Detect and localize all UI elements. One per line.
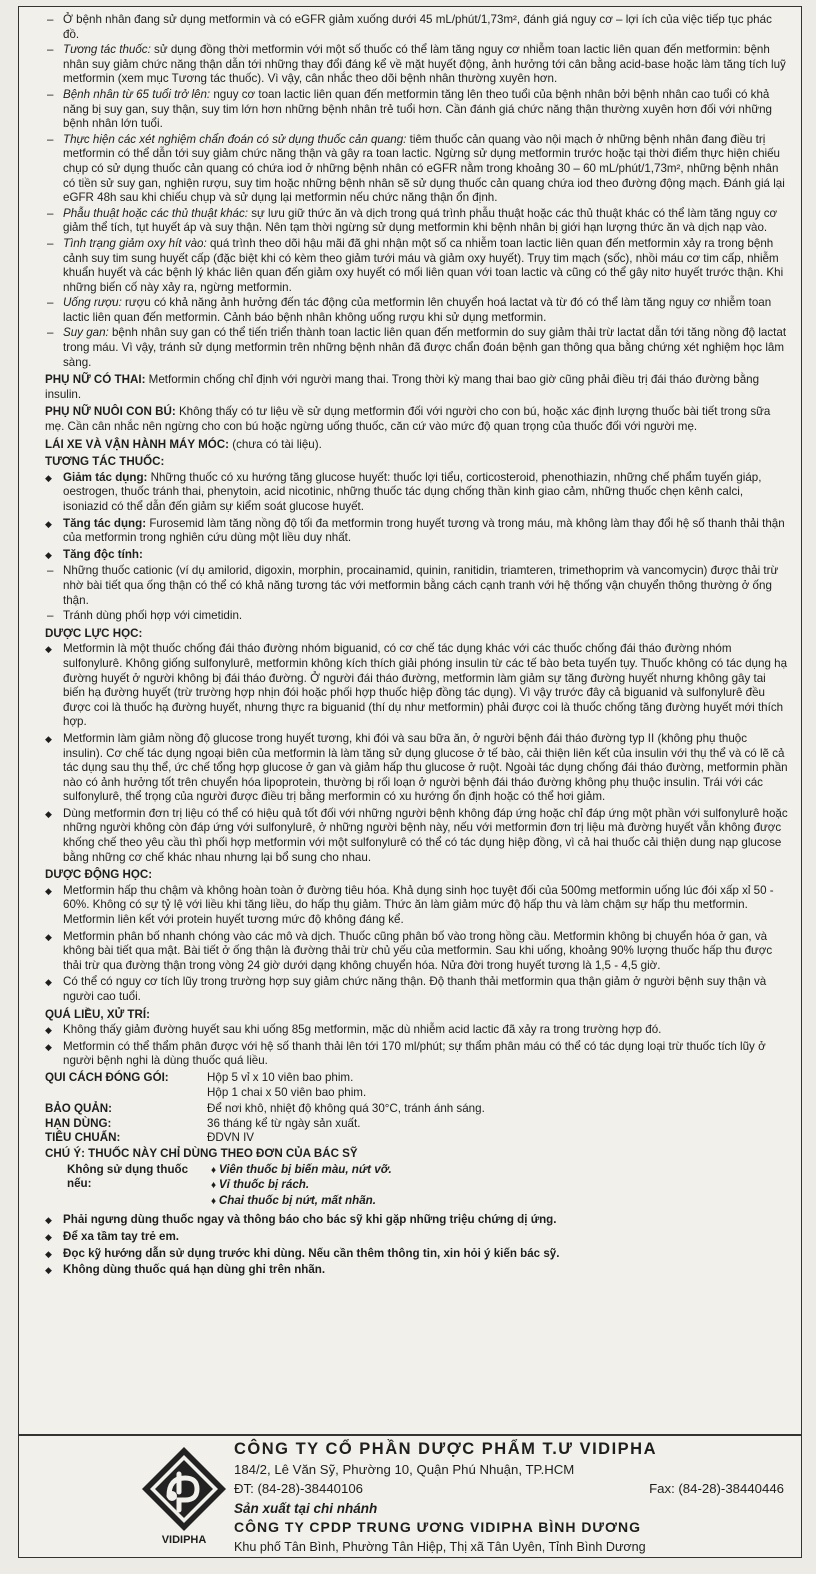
vidipha-logo-icon — [139, 1444, 229, 1534]
warning-item: ◆ Để xa tầm tay trẻ em. — [45, 1230, 789, 1245]
company-footer — [19, 1438, 801, 1558]
pharmacodynamics-item: ◆ Metformin là một thuốc chống đái tháo đường nhóm biguanid, có cơ chế tác dụng khác với các thuốc chống đái tháo đường nhóm sulfonylurê. Không giống sulfonylurê, metformin không kích thích giải phóng insulin từ các tế bào beta tuyến tụy. Thuốc không có tác dụng hạ đường huyết ở người không bị đái tháo đường. Ở người đái tháo đường, metformin làm giảm sự tăng đường huyết nhưng không gây tai biến hạ đường huyết (trừ trường hợp nhịn đói hoặc phối hợp thuốc hiệp đồng tác dụng). Vì vậy trước đây cả biguanid và sulfonylurê đều được coi là thuốc hạ đường huyết, nhưng thực ra biguanid (thí dụ như metformin) phải được coi là thuốc chống tăng đường huyết mới thích hợp. — [45, 642, 789, 730]
expiry-label: HẠN DÙNG: — [45, 1116, 112, 1130]
notice-heading: CHÚ Ý: THUỐC NÀY CHỈ DÙNG THEO ĐƠN CỦA BÁC SỸ — [45, 1146, 358, 1160]
pharmacodynamics-list — [45, 642, 789, 865]
pharmacokinetics-item: ◆ Metformin hấp thu chậm và không hoàn toàn ở đường tiêu hóa. Khả dụng sinh học tuyệt đối của 500mg metformin uống lúc đói xấp xỉ 50 - 60%. Không có sự tỷ lệ với liều khi tăng liều, do hấp thụ giảm. Thức ăn làm giảm mức độ hấp thu và làm chậm sự hấp thu metformin. Metformin liên kết với protein huyết tương mức độ không đáng kể. — [45, 884, 789, 928]
logo-label: VIDIPHA — [161, 1534, 207, 1546]
interaction-item: ◆ Tăng độc tính: — [45, 548, 789, 563]
pharmacodynamics-item: ◆ Dùng metformin đơn trị liệu có thể có hiệu quả tốt đối với những người bệnh không đáp ứng hoặc chỉ đáp ứng một phần với sulfonylurê hoặc những người không còn đáp ứng với sulfonylurê, ở những người bệnh này, nếu với metformin đơn trị liệu mà đường huyết vẫn không được khống chế theo yêu cầu thì phối hợp metformin với một sulfonylurê có thể có tác dụng hiệp đồng, vì cả hai thuốc cải thiện dung nạp glucose bằng những cơ chế khác nhau nhưng lại bổ sung cho nhau. — [45, 807, 789, 865]
toxicity-sub-item: – Tránh dùng phối hợp với cimetidin. — [45, 609, 789, 624]
standard-label: TIÊU CHUẨN: — [45, 1131, 121, 1145]
do-not-use-item: ♦ Chai thuốc bị nứt, mất nhãn. — [211, 1194, 392, 1210]
warning-item: ◆ Phải ngưng dùng thuốc ngay và thông báo cho bác sỹ khi gặp những triệu chứng dị ứng. — [45, 1213, 789, 1228]
interactions-list — [45, 471, 789, 624]
intro-item: – Thực hiện các xét nghiệm chẩn đoán có sử dụng thuốc cản quang: tiêm thuốc cản quang vào nội mạch ở những bệnh nhân đang điều trị metformin có thể dẫn tới suy giảm chức năng thận và gây ra toan lactic. Ngừng sử dụng metformin trước hoặc tại thời điểm thực hiện chiếu chụp có sử dụng thuốc cản quang có chứa iod ở những bệnh nhân có eGFR nằm trong khoảng 30 – 60 mL/phút/1,73m², những bệnh nhân có tiền sử suy gan, nghiện rượu, suy tim hoặc những bệnh nhân sẽ sử dụng thuốc cản quang chứa iod theo đường động mạch. Đánh giá lại eGFR 48h sau khi chiếu chụp và sử dụng lại metformin nếu chức năng thận ổn định. — [45, 133, 789, 206]
intro-item: – Bệnh nhân từ 65 tuổi trở lên: nguy cơ toan lactic liên quan đến metformin tăng lên theo tuổi của bệnh nhân bởi bệnh nhân cao tuổi có khả năng bị suy gan, suy thận, suy tim lớn hơn những bệnh nhân trẻ tuổi hơn. Cần đánh giá chức năng thận thường xuyên hơn đối với những bệnh nhân lớn tuổi. — [45, 88, 789, 132]
lactation-section: PHỤ NỮ NUÔI CON BÚ: Không thấy có tư liệu về sử dụng metformin đối với người cho con bú, hoặc xác định lượng thuốc bài tiết trong sữa mẹ. Cần cân nhắc nên ngừng cho con bú hoặc ngừng uống thuốc, căn cứ vào mức độ quan trọng của thuốc đối với người mẹ. — [45, 405, 771, 434]
packaging-label: QUI CÁCH ĐÓNG GÓI: — [45, 1070, 169, 1084]
intro-item: – Tình trạng giảm oxy hít vào: quá trình theo dõi hậu mãi đã ghi nhận một số ca nhiễm toan lactic liên quan đến metformin xảy ra trong bệnh cảnh suy tim sung huyết cấp (đặc biệt khi có kèm theo giảm tưới máu và giảm oxy huyết). Trụy tim mạch (sốc), nhồi máu cơ tim cấp, nhiễm khuẩn huyết và các bệnh lý khác liên quan đến giảm oxy huyết có mối liên quan với toan lactic và cũng có thể gây nitơ huyết trước thận. Khi những biến cố này xảy ra, ngừng metformin. — [45, 237, 789, 295]
company-info — [234, 1440, 794, 1557]
warning-list — [45, 1213, 789, 1277]
intro-item: – Tương tác thuốc: sử dụng đồng thời metformin với một số thuốc có thể làm tăng nguy cơ nhiễm toan lactic liên quan đến metformin: bệnh nhân suy giảm chức năng thận dẫn tới những thay đổi đáng kể về mặt huyết động, ảnh hưởng tới cân bằng acid-base hoặc làm tăng tích luỹ metformin (xem mục Tương tác thuốc). Vì vậy, cân nhắc theo dõi bệnh nhân thường xuyên hơn. — [45, 43, 789, 87]
pharmacodynamics-item: ◆ Metformin làm giảm nồng độ glucose trong huyết tương, khi đói và sau bữa ăn, ở người bệnh đái tháo đường typ II (không phụ thuộc insulin). Cơ chế tác dụng ngoại biên của metformin là làm tăng sử dụng glucose ở tế bào, cải thiện liên kết của insulin với thụ thể và có lẽ cả tác dụng sau thụ thể, ức chế tổng hợp glucose ở gan và giảm hấp thu glucose ở ruột. Ngoài tác dụng chống đái tháo đường, metformin phần nào có ảnh hưởng tốt trên chuyển hóa lipoprotein, thường bị rối loạn ở người bệnh đái tháo đường không phụ thuộc insulin. Trái với các sulfonylurê, thể trọng của người được điều trị bằng merformin có xu hướng ổn định hoặc có thể hơi giảm. — [45, 732, 789, 805]
company-address: 184/2, Lê Văn Sỹ, Phường 10, Quận Phú Nhuận, TP.HCM — [234, 1461, 575, 1477]
intro-item: – Uống rượu: rượu có khả năng ảnh hưởng đến tác động của metformin lên chuyển hoá lactat và từ đó có thể làm tăng nguy cơ nhiễm toan lactic liên quan đến metformin. Cảnh báo bệnh nhân không uống rượu khi sử dụng metformin. — [45, 296, 789, 325]
branch-name: CÔNG TY CPDP TRUNG ƯƠNG VIDIPHA BÌNH DƯƠNG — [234, 1519, 641, 1535]
company-contacts — [234, 1479, 794, 1499]
overdose-list — [45, 1023, 789, 1069]
leaflet-page — [18, 6, 802, 1558]
branch-address: Khu phố Tân Bình, Phường Tân Hiệp, Thị xã Tân Uyên, Tỉnh Bình Dương — [234, 1539, 646, 1554]
pregnancy-section: PHỤ NỮ CÓ THAI: Metformin chống chỉ định với người mang thai. Trong thời kỳ mang thai bao giờ cũng phải điều trị đái tháo đường bằng insulin. — [45, 373, 760, 401]
standard-row — [45, 1131, 789, 1146]
pharmacokinetics-item: ◆ Metformin phân bố nhanh chóng vào các mô và dịch. Thuốc cũng phân bố vào trong hồng cầu. Metformin không bị chuyển hóa ở gan, và không bài tiết qua mật. Bài tiết ở ống thận là đường thải trừ chủ yếu của metformin. Sau khi uống, khoảng 90% lượng thuốc hấp thu được thải trừ qua đường thận trong vòng 24 giờ dưới dạng không chuyển hóa. Nửa đời trong huyết tương là 1,5 - 4,5 giờ. — [45, 930, 789, 974]
pharmacokinetics-item: ◆ Có thể có nguy cơ tích lũy trong trường hợp suy giảm chức năng thận. Độ thanh thải metformin qua thận giảm ở người bệnh suy thận và người cao tuổi. — [45, 975, 789, 1004]
overdose-heading: QUÁ LIỀU, XỬ TRÍ: — [45, 1007, 150, 1021]
leaflet-content — [19, 7, 801, 1278]
driving-section: LÁI XE VÀ VẬN HÀNH MÁY MÓC: (chưa có tài liệu). — [45, 437, 322, 451]
warning-item: ◆ Đọc kỹ hướng dẫn sử dụng trước khi dùng. Nếu cần thêm thông tin, xin hỏi ý kiến bác sỹ. — [45, 1247, 789, 1262]
intro-item: – Phẫu thuật hoặc các thủ thuật khác: sự lưu giữ thức ăn và dịch trong quá trình phẫu thuật hoặc các thủ thuật khác có thể làm tăng nguy cơ giảm thể tích, tụt huyết áp và suy thận. Nên tạm thời ngừng sử dụng metformin khi bệnh nhân bị giới hạn lượng thức ăn và dịch nạp vào. — [45, 207, 789, 236]
do-not-use-label: Không sử dụng thuốc nếu: — [67, 1162, 189, 1191]
storage-label: BẢO QUẢN: — [45, 1102, 112, 1116]
company-fax: Fax: (84-28)-38440446 — [649, 1481, 784, 1496]
packaging-line: Hộp 1 chai x 50 viên bao phim. — [207, 1085, 367, 1099]
footer-divider — [19, 1434, 801, 1436]
interactions-heading: TƯƠNG TÁC THUỐC: — [45, 455, 165, 469]
company-phone: ĐT: (84-28)-38440106 — [234, 1481, 364, 1496]
do-not-use-block — [45, 1163, 789, 1210]
expiry-value: 36 tháng kể từ ngày sản xuất. — [207, 1116, 361, 1130]
intro-list — [45, 13, 789, 370]
intro-item: – Suy gan: bệnh nhân suy gan có thể tiến triển thành toan lactic liên quan đến metformin do suy giảm thải trừ lactat dẫn tới tăng nồng độ lactat trong máu. Vì vậy, tránh sử dụng metformin trên những bệnh nhân đã được chẩn đoán bệnh gan thông qua bằng chứng xét nghiệm học lâm sàng. — [45, 326, 789, 370]
intro-item: – Ở bệnh nhân đang sử dụng metformin và có eGFR giảm xuống dưới 45 mL/phút/1,73m², đánh giá nguy cơ – lợi ích của việc tiếp tục phác đồ. — [45, 13, 789, 42]
do-not-use-item: ♦ Vỉ thuốc bị rách. — [211, 1178, 392, 1194]
interaction-item: ◆ Giảm tác dụng: Những thuốc có xu hướng tăng glucose huyết: thuốc lợi tiểu, corticosteroid, phenothiazin, những chế phẩm tuyến giáp, oestrogen, thuốc tránh thai, phenytoin, acid nicotinic, những thuốc tác dụng chống thần kinh giao cảm, những thuốc chẹn kênh calci, isoniazid có thể dẫn đến giảm sự kiểm soát glucose huyết. — [45, 471, 789, 515]
do-not-use-item: ♦ Viên thuốc bị biến màu, nứt vỡ. — [211, 1163, 392, 1179]
packaging-line: Hộp 5 vỉ x 10 viên bao phim. — [207, 1070, 354, 1084]
expiry-row — [45, 1117, 789, 1132]
toxicity-sub-item: – Những thuốc cationic (ví dụ amilorid, digoxin, morphin, procainamid, quinin, ranitidin, triamteren, trimethoprim và vancomycin) được thải trừ nhờ bài tiết qua ống thận có thể có khả năng tương tác với metformin bằng cách cạnh tranh với hệ thống vận chuyển thông thường ở ống thận. — [45, 564, 789, 608]
packaging-row — [45, 1071, 789, 1100]
pharmacokinetics-list — [45, 884, 789, 1005]
pharmacokinetics-heading: DƯỢC ĐỘNG HỌC: — [45, 868, 153, 882]
storage-row — [45, 1102, 789, 1117]
produced-at: Sản xuất tại chi nhánh — [234, 1500, 378, 1516]
standard-value: ĐDVN IV — [207, 1131, 255, 1145]
storage-value: Để nơi khô, nhiệt độ không quá 30°C, tránh ánh sáng. — [207, 1102, 485, 1116]
overdose-item: ◆ Metformin có thể thẩm phân được với hệ số thanh thải lên tới 170 ml/phút; sự thẩm phân máu có thể có tác dụng loại trừ thuốc tích lũy ở người bệnh nghi là dùng thuốc quá liều. — [45, 1040, 789, 1069]
interaction-item: ◆ Tăng tác dụng: Furosemid làm tăng nồng độ tối đa metformin trong huyết tương và trong máu, mà không làm thay đổi hệ số thanh thải thận của metformin trong nghiên cứu dùng một liều duy nhất. — [45, 517, 789, 546]
overdose-item: ◆ Không thấy giảm đường huyết sau khi uống 85g metformin, mặc dù nhiễm acid lactic đã xảy ra trong trường hợp đó. — [45, 1023, 789, 1038]
pharmacodynamics-heading: DƯỢC LỰC HỌC: — [45, 626, 143, 640]
company-name: CÔNG TY CỔ PHẦN DƯỢC PHẨM T.Ư VIDIPHA — [234, 1440, 658, 1458]
vidipha-logo — [139, 1444, 229, 1554]
warning-item: ◆ Không dùng thuốc quá hạn dùng ghi trên nhãn. — [45, 1263, 789, 1278]
